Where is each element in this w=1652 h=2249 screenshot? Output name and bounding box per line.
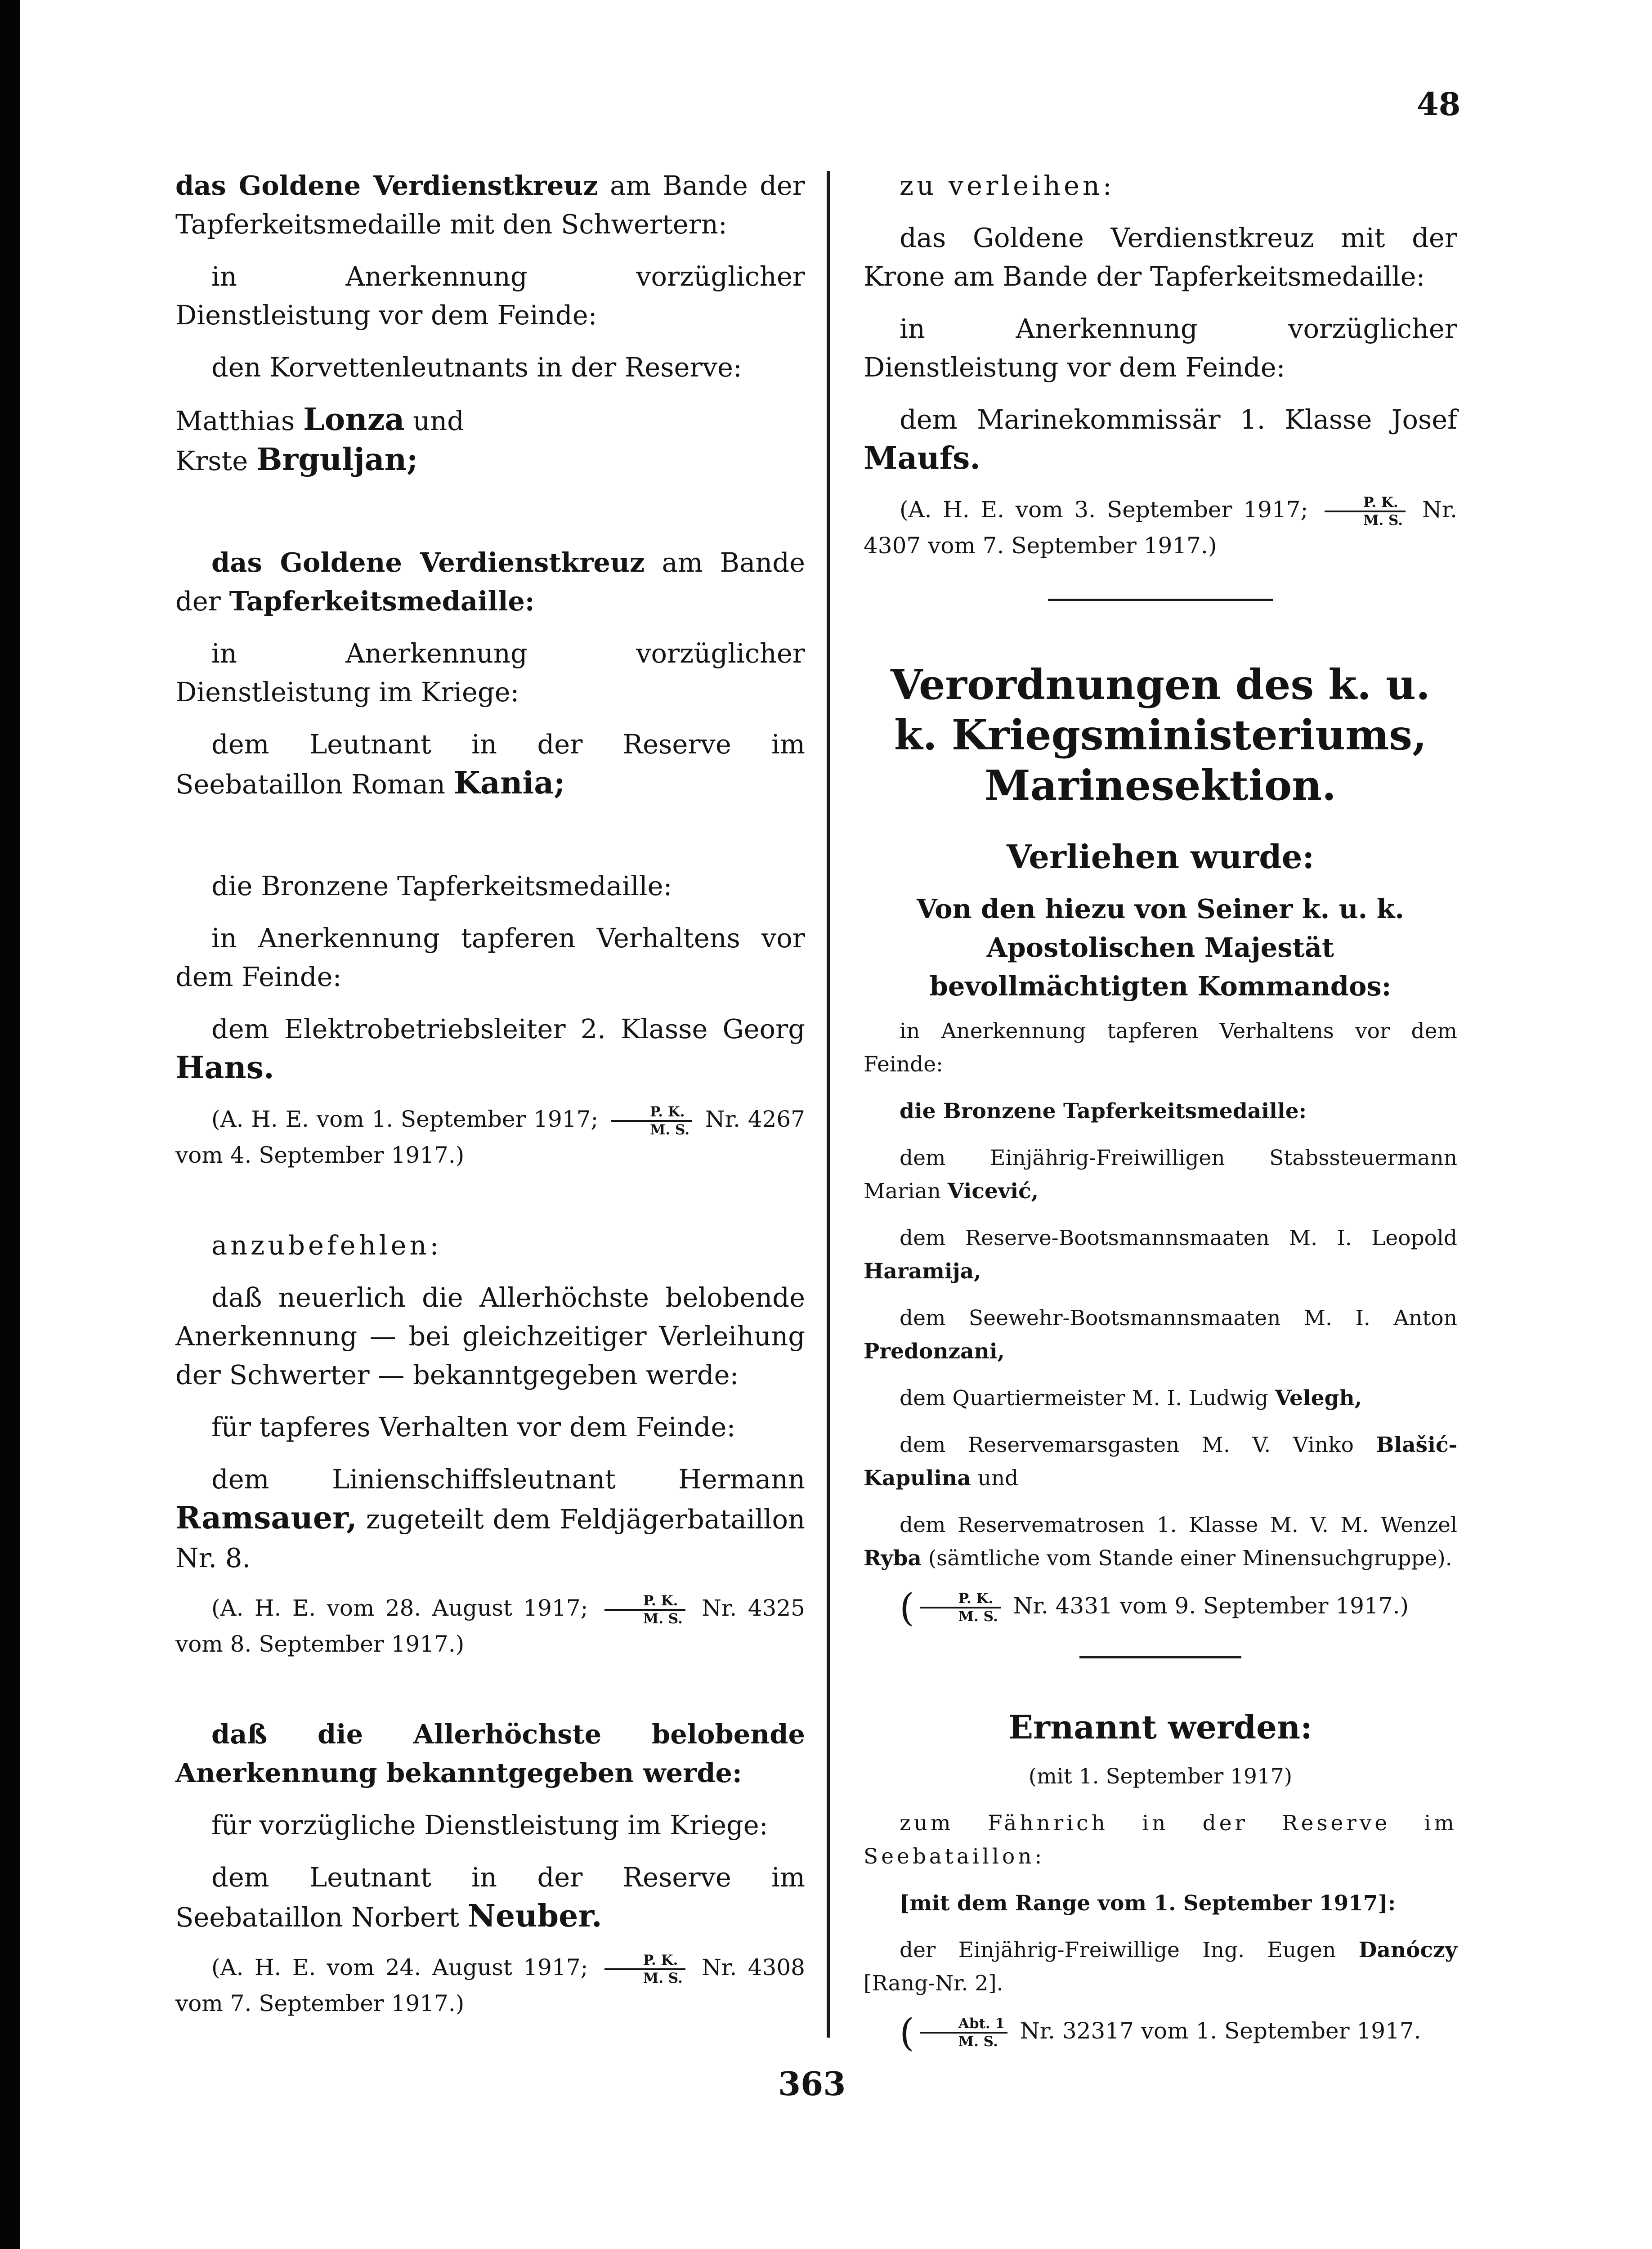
conjunction: und <box>977 1466 1019 1491</box>
recipient-text: [Rang-Nr. 2]. <box>864 1971 1003 1996</box>
page-number: 48 <box>1417 85 1461 123</box>
section-command: anzubefehlen: <box>211 1230 442 1261</box>
rank-note: [mit dem Range vom 1. September 1917]: <box>900 1891 1396 1916</box>
spacer <box>175 494 805 543</box>
recipient-text: dem Leutnant in der Reserve im Seebataillon Roman <box>175 729 805 800</box>
reference-note <box>175 1591 805 1661</box>
heading-verliehen: Verliehen wurde: <box>1006 838 1315 876</box>
left-column <box>175 166 805 2034</box>
footer-page-number: 363 <box>778 2065 846 2103</box>
spacer <box>864 1638 1457 1656</box>
recipient-paragraph <box>175 1010 805 1089</box>
column-divider <box>827 171 830 2038</box>
fraction-numerator: Abt. 1 <box>920 2016 1007 2034</box>
reference-note <box>175 1950 805 2021</box>
recipient-text: dem Reserve-Bootsmannsmaaten M. I. Leopold <box>900 1226 1457 1250</box>
first-name: Krste <box>175 445 248 476</box>
fraction-denominator: M. S. <box>650 1122 690 1138</box>
surname: Kania; <box>453 765 565 801</box>
recipient-text: der Einjährig-Freiwillige Ing. Eugen <box>900 1938 1336 1962</box>
recipient-paragraph <box>864 400 1457 479</box>
recipient-paragraph <box>175 1858 805 1937</box>
reason-paragraph: für tapferes Verhalten vor dem Feinde: <box>211 1411 736 1443</box>
fraction-denominator: M. S. <box>643 1611 683 1627</box>
heading-kommandos: Von den hiezu von Seiner k. u. k. Apostolischen Majestät bevollmächtigten Kommandos: <box>916 893 1405 1002</box>
reference-fraction <box>604 1593 685 1627</box>
surname: Haramija, <box>864 1259 981 1284</box>
spacer <box>864 601 1457 646</box>
surname: Ryba <box>864 1546 922 1571</box>
surname: Vicević, <box>947 1179 1039 1204</box>
fraction-numerator: P. K. <box>611 1104 692 1122</box>
reference-note <box>175 1102 805 1172</box>
body-paragraph: daß neuerlich die Allerhöchste belobende Anerkennung — bei gleichzeitiger Verleihung der Schwerter — bekanntgegeben werde: <box>175 1282 805 1390</box>
reference-text: (A. H. E. vom 28. August 1917; <box>211 1595 588 1621</box>
award-bronze: die Bronzene Tapferkeitsmedaille: <box>900 1099 1307 1124</box>
recipient-text: dem Einjährig-Freiwilligen Stabssteuermann Marian <box>864 1146 1457 1204</box>
main-heading: Verordnungen des k. u. k. Kriegsministeriums, Marinesektion. <box>891 660 1430 810</box>
recipient-name-line <box>175 440 805 480</box>
reference-text: (A. H. E. vom 1. September 1917; <box>211 1106 599 1132</box>
reference-fraction <box>1325 494 1406 529</box>
award-title-line2: Tapferkeitsmedaille mit den Schwertern: <box>175 209 727 240</box>
award-title: das Goldene Verdienstkreuz <box>175 170 598 201</box>
section-command: zu verleihen: <box>900 170 1115 201</box>
fraction-denominator: M. S. <box>643 1970 683 1986</box>
ernannt-date: (mit 1. September 1917) <box>1028 1764 1293 1789</box>
surname: Blašić-Kapulina <box>864 1433 1457 1491</box>
spacer <box>175 1675 805 1715</box>
recipient-text: dem Seewehr-Bootsmannsmaaten M. I. Anton <box>900 1306 1457 1331</box>
recipient-text: dem Leutnant in der Reserve im Seebataillon Norbert <box>175 1862 805 1933</box>
award-title-cont: am Bande der <box>175 547 805 617</box>
reference-fraction <box>920 2016 1007 2050</box>
spacer <box>175 1186 805 1226</box>
fraction-denominator: M. S. <box>958 2034 998 2050</box>
reference-text: Nr. 4307 vom 7. September 1917.) <box>864 497 1457 559</box>
reference-text: Nr. 4325 vom 8. September 1917.) <box>175 1595 805 1657</box>
reference-text: Nr. 4267 vom 4. September 1917.) <box>175 1106 805 1168</box>
recipient-text: dem Linienschiffsleutnant Hermann <box>211 1464 805 1495</box>
reference-text: Nr. 32317 vom 1. September 1917. <box>1020 2018 1421 2044</box>
recipient-text: zugeteilt dem Feldjägerbataillon Nr. 8. <box>175 1504 805 1573</box>
reason-paragraph: in Anerkennung tapferen Verhaltens vor dem Feinde: <box>864 1019 1457 1077</box>
reference-text: Nr. 4308 vom 7. September 1917.) <box>175 1954 805 2016</box>
surname: Lonza <box>303 402 405 438</box>
surname: Ramsauer, <box>175 1500 357 1536</box>
award-title-cont: am Bande der <box>610 170 805 201</box>
reason-paragraph: in Anerkennung vorzüglicher Dienstleistung vor dem Feinde: <box>175 261 805 331</box>
reference-fraction <box>920 1590 1001 1625</box>
award-bronze: die Bronzene Tapferkeitsmedaille: <box>211 870 672 901</box>
reference-fraction <box>611 1104 692 1138</box>
recipient-text: dem Elektrobetriebsleiter 2. Klasse Georg <box>211 1013 805 1044</box>
reference-text: Nr. 4331 vom 9. September 1917.) <box>1013 1593 1409 1619</box>
heading-ernannt: Ernannt werden: <box>1008 1708 1312 1746</box>
fraction-numerator: P. K. <box>604 1593 685 1611</box>
reason-paragraph: in Anerkennung tapferen Verhaltens vor dem Feinde: <box>175 923 805 992</box>
reason-paragraph: für vorzügliche Dienstleistung im Kriege: <box>211 1810 768 1841</box>
recipient-paragraph <box>175 725 805 804</box>
fraction-numerator: P. K. <box>604 1952 685 1970</box>
reason-paragraph: in Anerkennung vorzüglicher Dienstleistung vor dem Feinde: <box>864 313 1457 383</box>
surname: Danóczy <box>1358 1938 1457 1962</box>
open-paren: ( <box>900 2011 914 2055</box>
scan-edge <box>0 0 20 2249</box>
surname: Predonzani, <box>864 1339 1005 1364</box>
recipient-name-line <box>175 400 805 440</box>
award-gold-cross-crown: das Goldene Verdienstkreuz mit der Krone am Bande der Tapferkeitsmedaille: <box>864 222 1457 292</box>
recipient-entry <box>864 1382 1457 1415</box>
recipient-entry <box>864 1934 1457 2000</box>
spacer <box>864 576 1457 599</box>
first-name: Matthias <box>175 405 295 436</box>
reference-text: (A. H. E. vom 3. September 1917; <box>900 497 1308 523</box>
fraction-denominator: M. S. <box>1363 512 1403 529</box>
award-title-line2: Tapferkeitsmedaille: <box>229 586 535 617</box>
recipient-text: dem Marinekommissär 1. Klasse Josef <box>900 404 1457 435</box>
reference-fraction <box>604 1952 685 1986</box>
reference-note <box>864 2011 1457 2055</box>
conjunction: und <box>413 405 464 436</box>
recipient-paragraph <box>175 1460 805 1577</box>
fraction-denominator: M. S. <box>958 1608 998 1625</box>
surname: Brguljan; <box>256 442 418 478</box>
recipient-entry <box>864 1302 1457 1368</box>
recipient-group: den Korvettenleutnants in der Reserve: <box>211 352 742 383</box>
spacer <box>175 817 805 867</box>
award-gold-cross-swords <box>175 166 805 244</box>
reference-note <box>864 1586 1457 1630</box>
right-column <box>864 166 1457 2063</box>
surname: Neuber. <box>467 1898 602 1934</box>
appointment-paragraph: zum Fähnrich in der Reserve im Seebataillon: <box>864 1811 1457 1869</box>
body-paragraph: daß die Allerhöchste belobende Anerkennung bekanntgegeben werde: <box>175 1719 805 1788</box>
recipient-text: (sämtliche vom Stande einer Minensuchgruppe). <box>928 1546 1452 1571</box>
reason-paragraph: in Anerkennung vorzüglicher Dienstleistung im Kriege: <box>175 638 805 708</box>
fraction-numerator: P. K. <box>920 1590 1001 1608</box>
recipient-entry <box>864 1429 1457 1495</box>
recipient-text: dem Reservematrosen 1. Klasse M. V. M. Wenzel <box>900 1513 1457 1537</box>
recipient-entry <box>864 1509 1457 1575</box>
open-paren: ( <box>900 1586 914 1630</box>
reference-text: (A. H. E. vom 24. August 1917; <box>211 1954 588 1980</box>
recipient-entry <box>864 1142 1457 1208</box>
reference-note <box>864 493 1457 563</box>
recipient-entry <box>864 1222 1457 1288</box>
recipient-text: dem Reservemarsgasten M. V. Vinko <box>900 1433 1354 1457</box>
award-title: das Goldene Verdienstkreuz <box>211 547 645 578</box>
surname: Velegh, <box>1275 1386 1362 1411</box>
surname: Hans. <box>175 1050 274 1086</box>
surname: Maufs. <box>864 440 980 476</box>
spacer <box>864 1658 1457 1708</box>
fraction-numerator: P. K. <box>1325 494 1406 512</box>
award-gold-cross <box>175 543 805 621</box>
recipient-text: dem Quartiermeister M. I. Ludwig <box>900 1386 1268 1411</box>
